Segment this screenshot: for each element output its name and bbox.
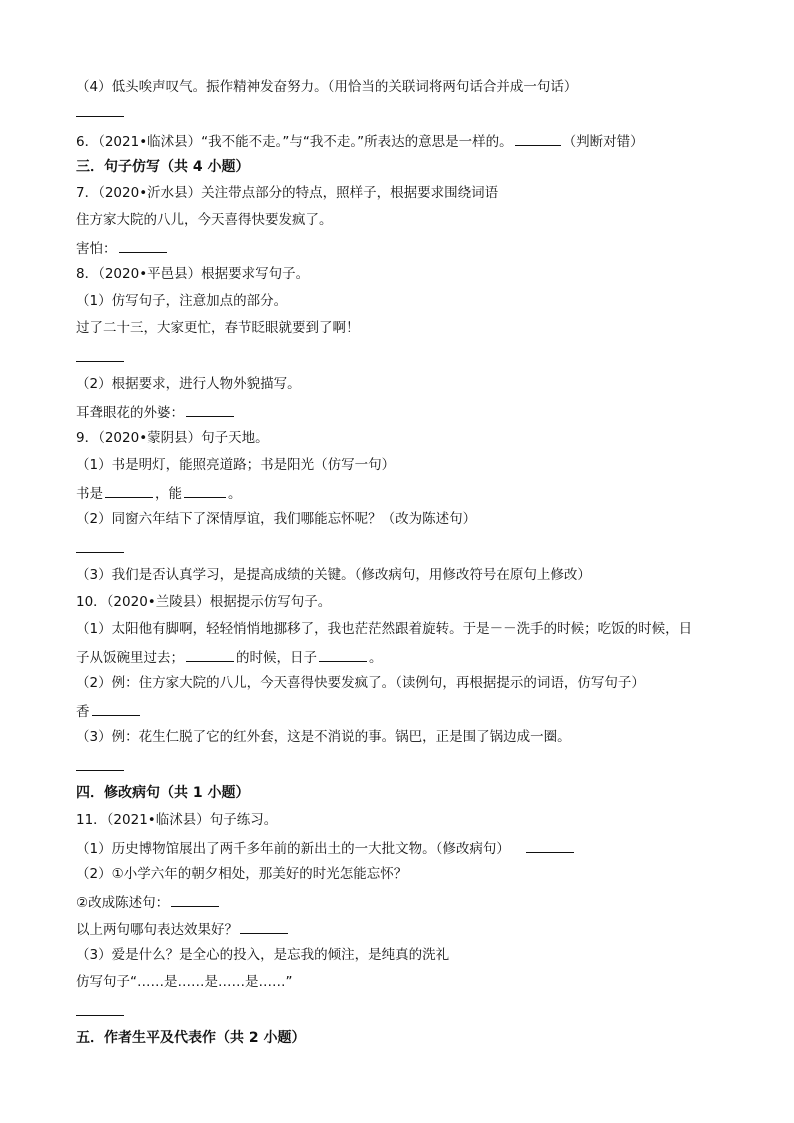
question-5-4: （4）低头唉声叹气。振作精神发奋努力。（用恰当的关联词将两句话合并成一句话） xyxy=(76,79,578,95)
question-11-3: （3）爱是什么？是全心的投入，是忘我的倾注，是纯真的洗礼 xyxy=(76,947,450,963)
answer-blank[interactable] xyxy=(515,131,561,146)
answer-blank[interactable] xyxy=(76,361,124,362)
question-9-1-fill: 书是 ，能 。 xyxy=(76,483,242,503)
answer-blank[interactable] xyxy=(171,892,219,907)
question-8-2-fill: 耳聋眼花的外婆： xyxy=(76,402,236,422)
question-10-1: （1）太阳他有脚啊，轻轻悄悄地挪移了，我也茫茫然跟着旋转。于是－－洗手的时候；吃饭的时候，日 xyxy=(76,621,693,637)
question-10-3: （3）例：花生仁脱了它的红外套，这是不消说的事。锅巴，正是围了锅边成一圈。 xyxy=(76,729,571,745)
answer-blank[interactable] xyxy=(76,552,124,553)
question-11-2-fill: ②改成陈述句： xyxy=(76,892,221,912)
question-10-2: （2）例：住方家大院的八儿，今天喜得快要发疯了。（读例句，再根据提示的词语，仿写句子） xyxy=(76,675,645,691)
question-8-1-example: 过了二十三，大家更忙，春节眨眼就要到了啊！ xyxy=(76,320,360,336)
question-10: 10．（2020•兰陵县）根据提示仿写句子。 xyxy=(76,594,332,610)
answer-blank[interactable] xyxy=(76,1015,124,1016)
section-4-heading: 四．修改病句（共 1 小题） xyxy=(76,785,250,801)
section-5-heading: 五．作者生平及代表作（共 2 小题） xyxy=(76,1030,306,1046)
question-8-2: （2）根据要求，进行人物外貌描写。 xyxy=(76,376,301,392)
answer-blank[interactable] xyxy=(119,238,167,253)
question-6: 6．（2021•临沭县）“我不能不走。”与“我不走。”所表达的意思是一样的。 （判断对错） xyxy=(76,131,644,151)
question-7: 7．（2020•沂水县）关注带点部分的特点，照样子，根据要求围绕词语 xyxy=(76,185,499,201)
question-10-2-fill: 香 xyxy=(76,701,142,721)
answer-blank[interactable] xyxy=(186,402,234,417)
answer-blank[interactable] xyxy=(76,770,124,771)
answer-blank[interactable] xyxy=(92,701,140,716)
question-8: 8．（2020•平邑县）根据要求写句子。 xyxy=(76,266,310,282)
question-9-3: （3）我们是否认真学习，是提高成绩的关键。（修改病句，用修改符号在原句上修改） xyxy=(76,567,591,583)
question-11-2-compare: 以上两句哪句表达效果好？ xyxy=(76,919,290,939)
question-9-2: （2）同窗六年结下了深情厚谊，我们哪能忘怀呢？（改为陈述句） xyxy=(76,511,477,527)
answer-blank[interactable] xyxy=(184,483,226,498)
question-10-1-cont: 子从饭碗里过去； 的时候，日子 。 xyxy=(76,647,383,667)
section-3-heading: 三．句子仿写（共 4 小题） xyxy=(76,159,250,175)
question-9-1: （1）书是明灯，能照亮道路；书是阳光（仿写一句） xyxy=(76,457,396,473)
question-9: 9．（2020•蒙阴县）句子天地。 xyxy=(76,430,269,446)
answer-blank[interactable] xyxy=(526,838,574,853)
question-7-fill: 害怕： xyxy=(76,238,169,258)
answer-blank[interactable] xyxy=(319,647,367,662)
question-11-1: （1）历史博物馆展出了两千多年前的新出土的一大批文物。（修改病句） xyxy=(76,838,576,858)
answer-blank[interactable] xyxy=(186,647,234,662)
question-11: 11．（2021•临沭县）句子练习。 xyxy=(76,812,278,828)
question-11-3-instruction: 仿写句子“……是……是……是……” xyxy=(76,974,293,990)
question-7-example: 住方家大院的八儿，今天喜得快要发疯了。 xyxy=(76,212,333,228)
answer-blank[interactable] xyxy=(240,919,288,934)
answer-blank[interactable] xyxy=(105,483,153,498)
question-11-2: （2）①小学六年的朝夕相处，那美好的时光怎能忘怀？ xyxy=(76,866,408,882)
answer-blank[interactable] xyxy=(76,116,124,117)
question-8-1: （1）仿写句子，注意加点的部分。 xyxy=(76,293,288,309)
